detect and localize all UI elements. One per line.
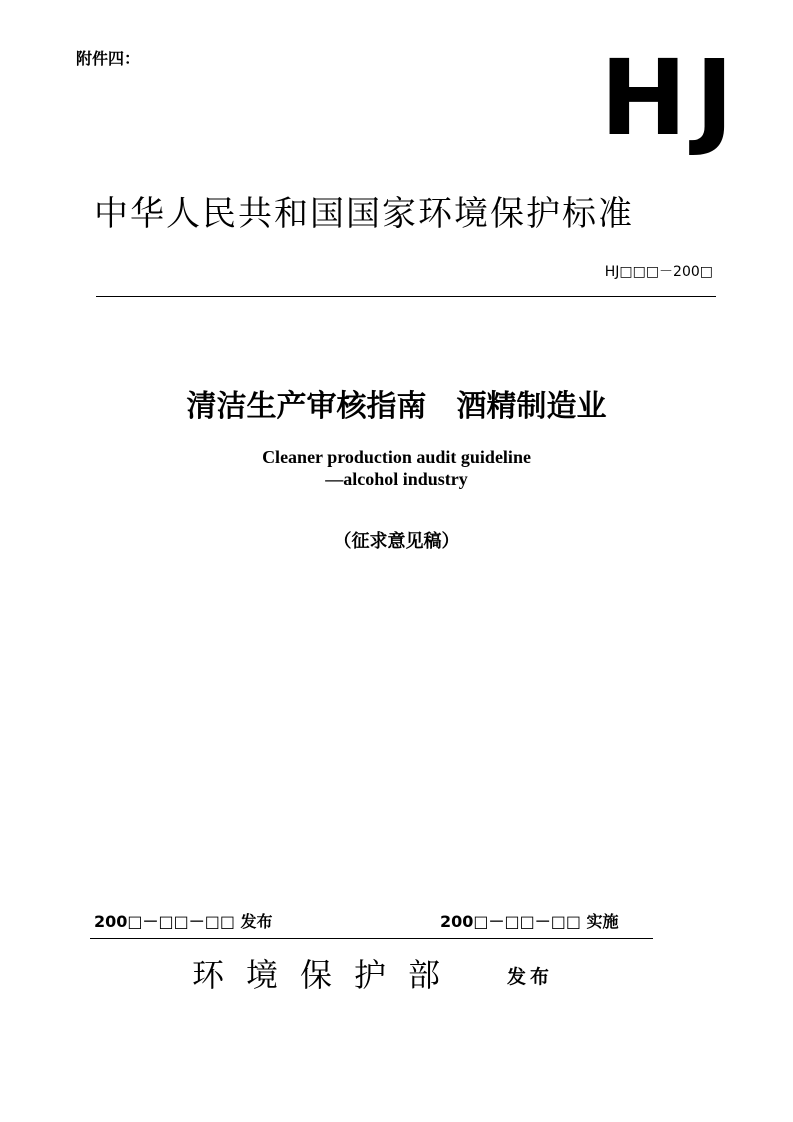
hj-logo: HJ — [600, 37, 742, 159]
standard-category: 中华人民共和国国家环境保护标准 — [94, 194, 634, 234]
standard-number: HJ□□□－200□ — [604, 264, 713, 280]
title-english-line2: —alcohol industry — [325, 469, 468, 489]
implement-date: 200□－□□－□□ 实施 — [440, 912, 619, 931]
title-english-line1: Cleaner production audit guideline — [262, 447, 531, 467]
annex-label: 附件四： — [76, 49, 141, 68]
title-english — [0, 446, 793, 490]
title-chinese: 清洁生产审核指南 酒精制造业 — [186, 389, 607, 424]
top-divider — [96, 296, 716, 297]
issuer-name: 环境保护部 — [192, 956, 463, 994]
publish-date: 200□－□□－□□ 发布 — [94, 912, 273, 931]
issuer-verb: 发布 — [507, 966, 554, 988]
bottom-divider — [90, 938, 653, 939]
draft-note: （征求意见稿） — [333, 531, 460, 552]
